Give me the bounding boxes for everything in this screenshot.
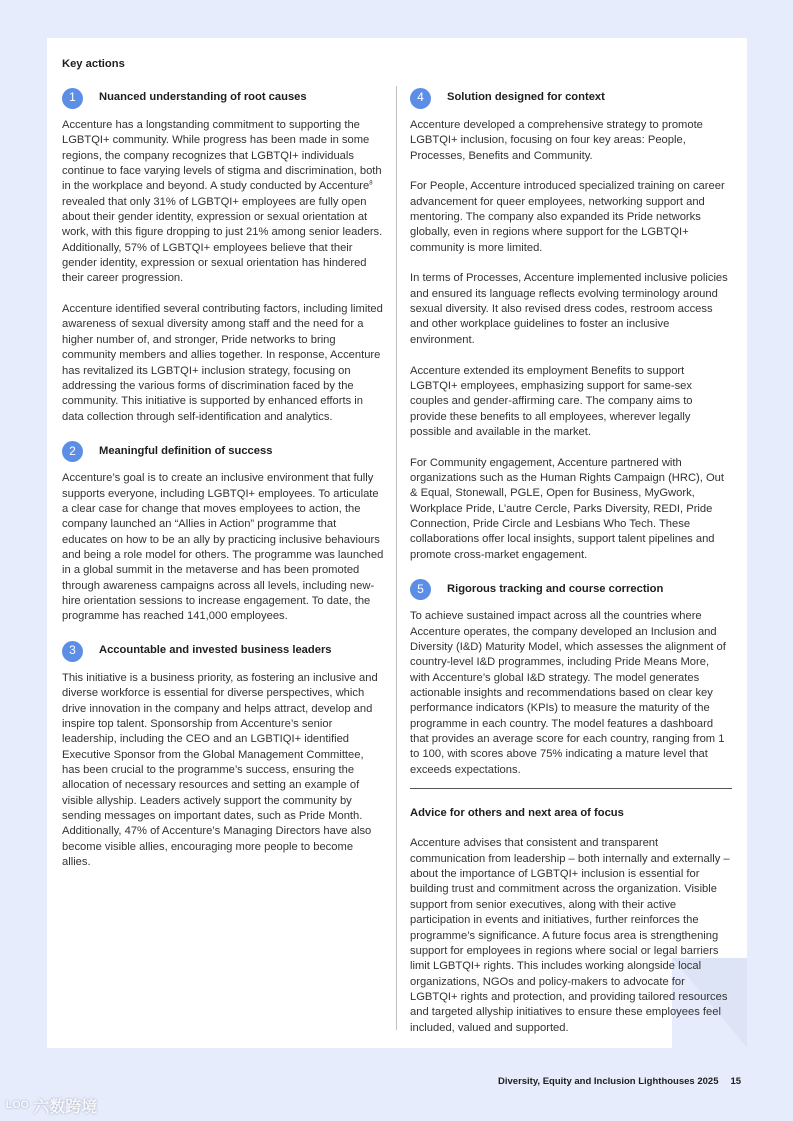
- footer-title: Diversity, Equity and Inclusion Lighthouses 2025: [498, 1076, 719, 1087]
- section-1-paragraph-2: Accenture identified several contributing factors, including limited awareness of sexual diversity among staff and the need for a higher number of, and stronger, Pride networks to bring community members and allies together. In response, Accenture has revitalized its LGBTQI+ inclusion strategy, focusing on addressing the various forms of discrimination faced by the community. This initiative is supported by enhanced efforts in data collection through self-identification and analytics.: [62, 303, 383, 423]
- section-4-paragraph-1: Accenture developed a comprehensive strategy to promote LGBTQI+ inclusion, focusing on four key areas: People, Processes, Benefits and Community.: [410, 119, 703, 162]
- section-5-title: Rigorous tracking and course correction: [447, 582, 664, 595]
- section-4-paragraph-5: For Community engagement, Accenture partnered with organizations such as the Human Rights Campaign (HRC), Out & Equal, Stonewall, PGLE, Open for Business, MyGwork, Workplace Pride, L’autre Cercle, Parks Diversity, REDI, Pride Connection, Pride Circle and Lesbians Who Tech. These collaborations offer local insights, support talent pipelines and promote cross-market engagement.: [410, 456, 725, 561]
- section-1-title: Nuanced understanding of root causes: [99, 91, 307, 104]
- section-4-paragraph-3: In terms of Processes, Accenture implemented inclusive policies and ensured its language reflects evolving terminology around sexual diversity. It also revised dress codes, restroom access and other workplace guidelines to foster an inclusive environment.: [410, 272, 728, 346]
- section-2-badge: 2: [62, 441, 83, 462]
- advice-title: Advice for others and next area of focus: [410, 807, 624, 820]
- section-1-header: [62, 87, 384, 109]
- section-4-badge: 4: [410, 88, 431, 109]
- section-1-paragraph-1: Accenture has a longstanding commitment to supporting the LGBTQI+ community. While progress has been made in some regions, the company recognizes that LGBTQI+ individuals continue to face varying levels of stigma and discrimination, both in the workplace and beyond. A study conducted by Accenture$^8$ revealed that only 31% of LGBTQI+ employees are fully open about their gender identity, expression or sexual orientation at work, with this figure dropping to just 21% among senior leaders. Additionally, 57% of LGBTQI+ employees believe that their gender identity, expression or sexual orientation has hindered their career progression.: [62, 119, 383, 285]
- section-5-header: [410, 578, 732, 600]
- watermark-logo: ᴸᴼᴼ 六数跨境: [6, 1099, 98, 1116]
- section-3-badge: 3: [62, 641, 83, 662]
- left-column: [62, 87, 384, 886]
- page-footer: [498, 1076, 741, 1087]
- key-actions-title: Key actions: [62, 58, 125, 70]
- advice-divider-rule: [410, 788, 732, 789]
- section-5-badge: 5: [410, 579, 431, 600]
- section-1-badge: 1: [62, 88, 83, 109]
- section-3-paragraph-1: This initiative is a business priority, as fostering an inclusive and diverse workforce is essential for diverse perspectives, which drive innovation in the company and helps attract, develop and inspire top talent. Sponsorship from Accenture’s senior leadership, including the CEO and an LGBTIQI+ identified Executive Sponsor from the Global Management Committee, has been crucial to the programme’s success, ensuring the allocation of necessary resources and setting an example of visible allyship. Leaders actively support the community by sending messages on important dates, such as Pride Month. Additionally, 47% of Accenture’s Managing Directors have also become visible allies, encouraging more people to become allies.: [62, 672, 378, 869]
- section-4-header: [410, 87, 732, 109]
- section-5-paragraph-1: To achieve sustained impact across all the countries where Accenture operates, the company developed an Inclusion and Diversity (I&D) Maturity Model, which assesses the alignment of country-level I&D programmes, including Pride Means More, with Accenture’s global I&D strategy. The model generates actionable insights and recommendations based on clear key performance indicators (KPIs) to measure the maturity of the programme in each country. The model features a dashboard that provides an average score for each country, ranging from 1 to 100, with scores above 75% indicating a mature level that exceeds expectations.: [410, 610, 726, 776]
- section-3-header: [62, 640, 384, 662]
- section-4-paragraph-2: For People, Accenture introduced specialized training on career advancement for queer employees, networking support and mentoring. The company also expanded its Pride networks globally, even in regions where support for the LGBTQI+ community is more limited.: [410, 180, 725, 254]
- section-2-paragraph-1: Accenture’s goal is to create an inclusive environment that fully supports everyone, including LGBTQI+ employees. To articulate a clear case for change that moves employees to action, the company launched an “Allies in Action” programme that educates on how to be an ally by practicing inclusive behaviours and being a role model for others. The programme was launched in a global summit in the metaverse and has been promoted through awareness campaigns across all levels, including new-hire orientation sessions to increase engagement. To date, the programme has reached 141,000 employees.: [62, 472, 384, 623]
- page-number: 15: [730, 1076, 742, 1087]
- section-4-paragraph-4: Accenture extended its employment Benefits to support LGBTQI+ employees, emphasizing support for same-sex couples and gender-affirming care. The company aims to provide these benefits to all employees, wherever legally possible and available in the market.: [410, 364, 693, 438]
- right-column: [410, 87, 732, 1051]
- advice-paragraph: Accenture advises that consistent and transparent communication from leadership – both internally and externally – about the importance of LGBTQI+ inclusion is essential for building trust and commitment across the organization. Visible support from senior executives, along with their active participation in events and initiatives, further reinforces the programme’s significance. A future focus area is strengthening support for employees in regions where social or legal barriers limit LGBTQI+ rights. This includes working alongside local organizations, NGOs and policy-makers to advocate for LGBTQI+ rights and protection, and providing tailored resources and targeted allyship initiatives to ensure these employees feel included, valued and supported.: [410, 837, 730, 1034]
- section-2-header: [62, 440, 384, 462]
- column-divider: [396, 86, 397, 1030]
- section-3-title: Accountable and invested business leaders: [99, 644, 332, 657]
- section-2-title: Meaningful definition of success: [99, 444, 273, 457]
- footnote-marker: 8: [369, 180, 373, 187]
- section-4-title: Solution designed for context: [447, 91, 605, 104]
